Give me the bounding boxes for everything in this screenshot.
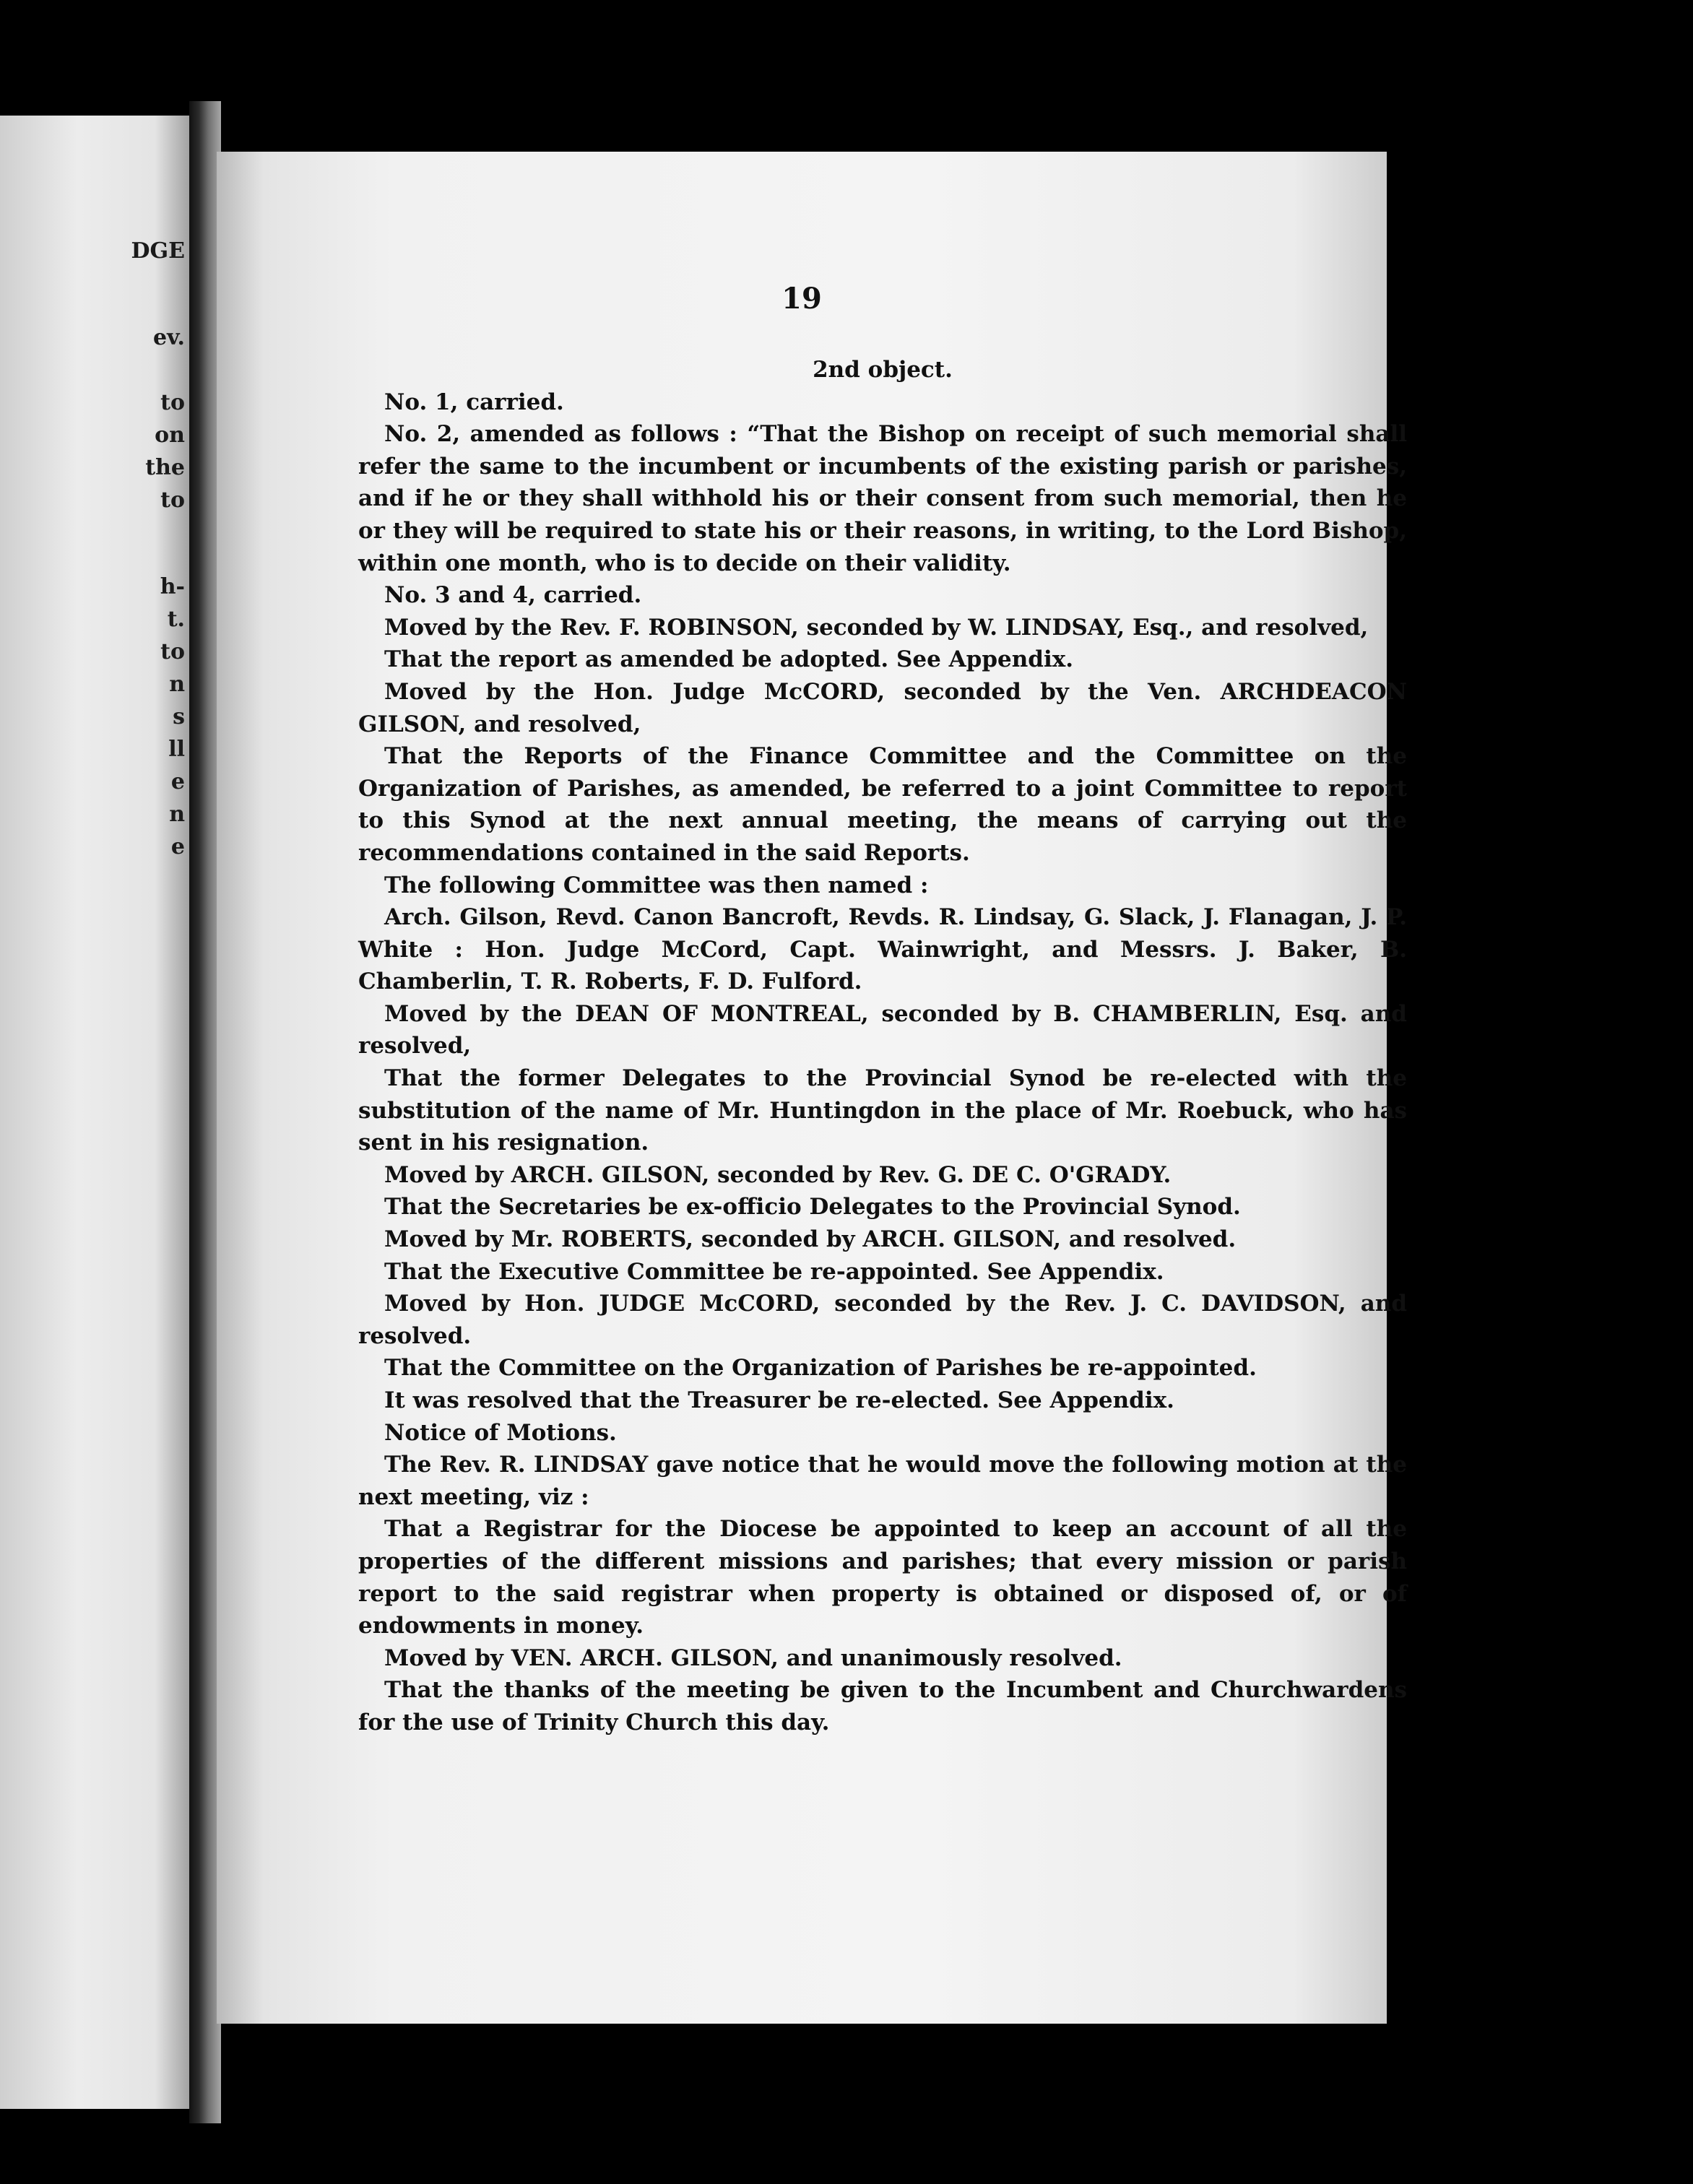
paragraph: It was resolved that the Treasurer be re-elected. See Appendix. [384,1387,1174,1413]
left-page-fragment: ev. [153,325,185,350]
left-page-fragment: to [160,639,185,664]
paragraph-list [358,386,1407,1739]
left-page-fragment: on [155,422,185,448]
left-page-fragment: t. [167,607,185,632]
paragraph: That the thanks of the meeting be given to the Incumbent and Churchwardens for the use of Trinity Church this day. [358,1677,1407,1736]
paragraph: The following Committee was then named : [384,872,929,898]
left-page-fragment: e [170,834,185,859]
paragraph: Moved by the DEAN OF MONTREAL, seconded by B. CHAMBERLIN, Esq. and resolved, [358,1000,1407,1060]
left-page-fragment: to [160,488,185,513]
paragraph: Moved by Mr. ROBERTS, seconded by ARCH. GILSON, and resolved. [384,1226,1237,1253]
paragraph: That the Committee on the Organization of Parishes be re-appointed. [384,1355,1257,1382]
left-page-fragment: to [160,390,185,415]
paragraph: Arch. Gilson, Revd. Canon Bancroft, Revds. R. Lindsay, G. Slack, J. Flanagan, J. P. White : Hon. Judge McCord, Capt. Wainwright, and Messrs. J. Baker, B. Chamberlin, T. R. Roberts, F. D. Fulford. [358,904,1407,995]
paragraph: That the Executive Committee be re-appointed. See Appendix. [384,1258,1164,1285]
left-page-text-fragments [0,116,194,2109]
paragraph: Moved by the Rev. F. ROBINSON, seconded by W. LINDSAY, Esq., and resolved, [384,614,1369,641]
paragraph: That the Secretaries be ex-officio Delegates to the Provincial Synod. [384,1194,1241,1221]
left-facing-page [0,116,194,2109]
left-page-fragment: s [173,704,185,729]
paragraph: Moved by VEN. ARCH. GILSON, and unanimously resolved. [384,1644,1122,1671]
paragraph: Notice of Motions. [384,1419,617,1446]
paragraph: Moved by the Hon. Judge McCORD, seconded by the Ven. ARCHDEACON GILSON, and resolved, [358,678,1407,737]
left-page-fragment: e [170,769,185,794]
left-page-fragment: h- [160,574,185,599]
paragraph: No. 1, carried. [384,389,564,415]
page-number: 19 [781,282,822,316]
paragraph: The Rev. R. LINDSAY gave notice that he would move the following motion at the next meeting, viz : [358,1452,1407,1510]
left-page-fragment: DGE [131,238,185,264]
paragraph: Moved by Hon. JUDGE McCORD, seconded by the Rev. J. C. DAVIDSON, and resolved. [358,1291,1407,1349]
paragraph: No. 2, amended as follows : “That the Bishop on receipt of such memorial shall refer the same to the incumbent or incumbents of the existing parish or parishes, and if he or they shall withhold his or their consent from such memorial, then he or they will be required to state his or their reasons, in writing, to the Lord Bishop, within one month, who is to decide on their validity. [358,421,1407,576]
paragraph: Moved by ARCH. GILSON, seconded by Rev. G. DE C. O'GRADY. [384,1161,1172,1188]
section-heading: 2nd object. [813,357,953,383]
left-page-fragment: the [145,455,185,480]
paragraph: That a Registrar for the Diocese be appointed to keep an account of all the properties of the different missions and parishes; that every mission or parish report to the said registrar when property is obtained or disposed of, or of endowments in money. [358,1516,1407,1639]
paragraph: That the Reports of the Finance Committee and the Committee on the Organization of Parishes, as amended, be referred to a joint Committee to report to this Synod at the next annual meeting, the means of carrying out the recommendations contained in the said Reports. [358,743,1407,866]
left-page-fragment: ll [168,737,185,762]
right-page [217,152,1407,2024]
paragraph: That the report as amended be adopted. See Appendix. [384,646,1074,673]
left-page-fragment: n [169,672,185,697]
page-text [358,354,1407,1739]
paragraph: No. 3 and 4, carried. [384,582,642,609]
left-page-fragment: n [169,802,185,827]
paragraph: That the former Delegates to the Provincial Synod be re-elected with the substitution of the name of Mr. Huntingdon in the place of Mr. Roebuck, who has sent in his resignation. [358,1065,1407,1156]
